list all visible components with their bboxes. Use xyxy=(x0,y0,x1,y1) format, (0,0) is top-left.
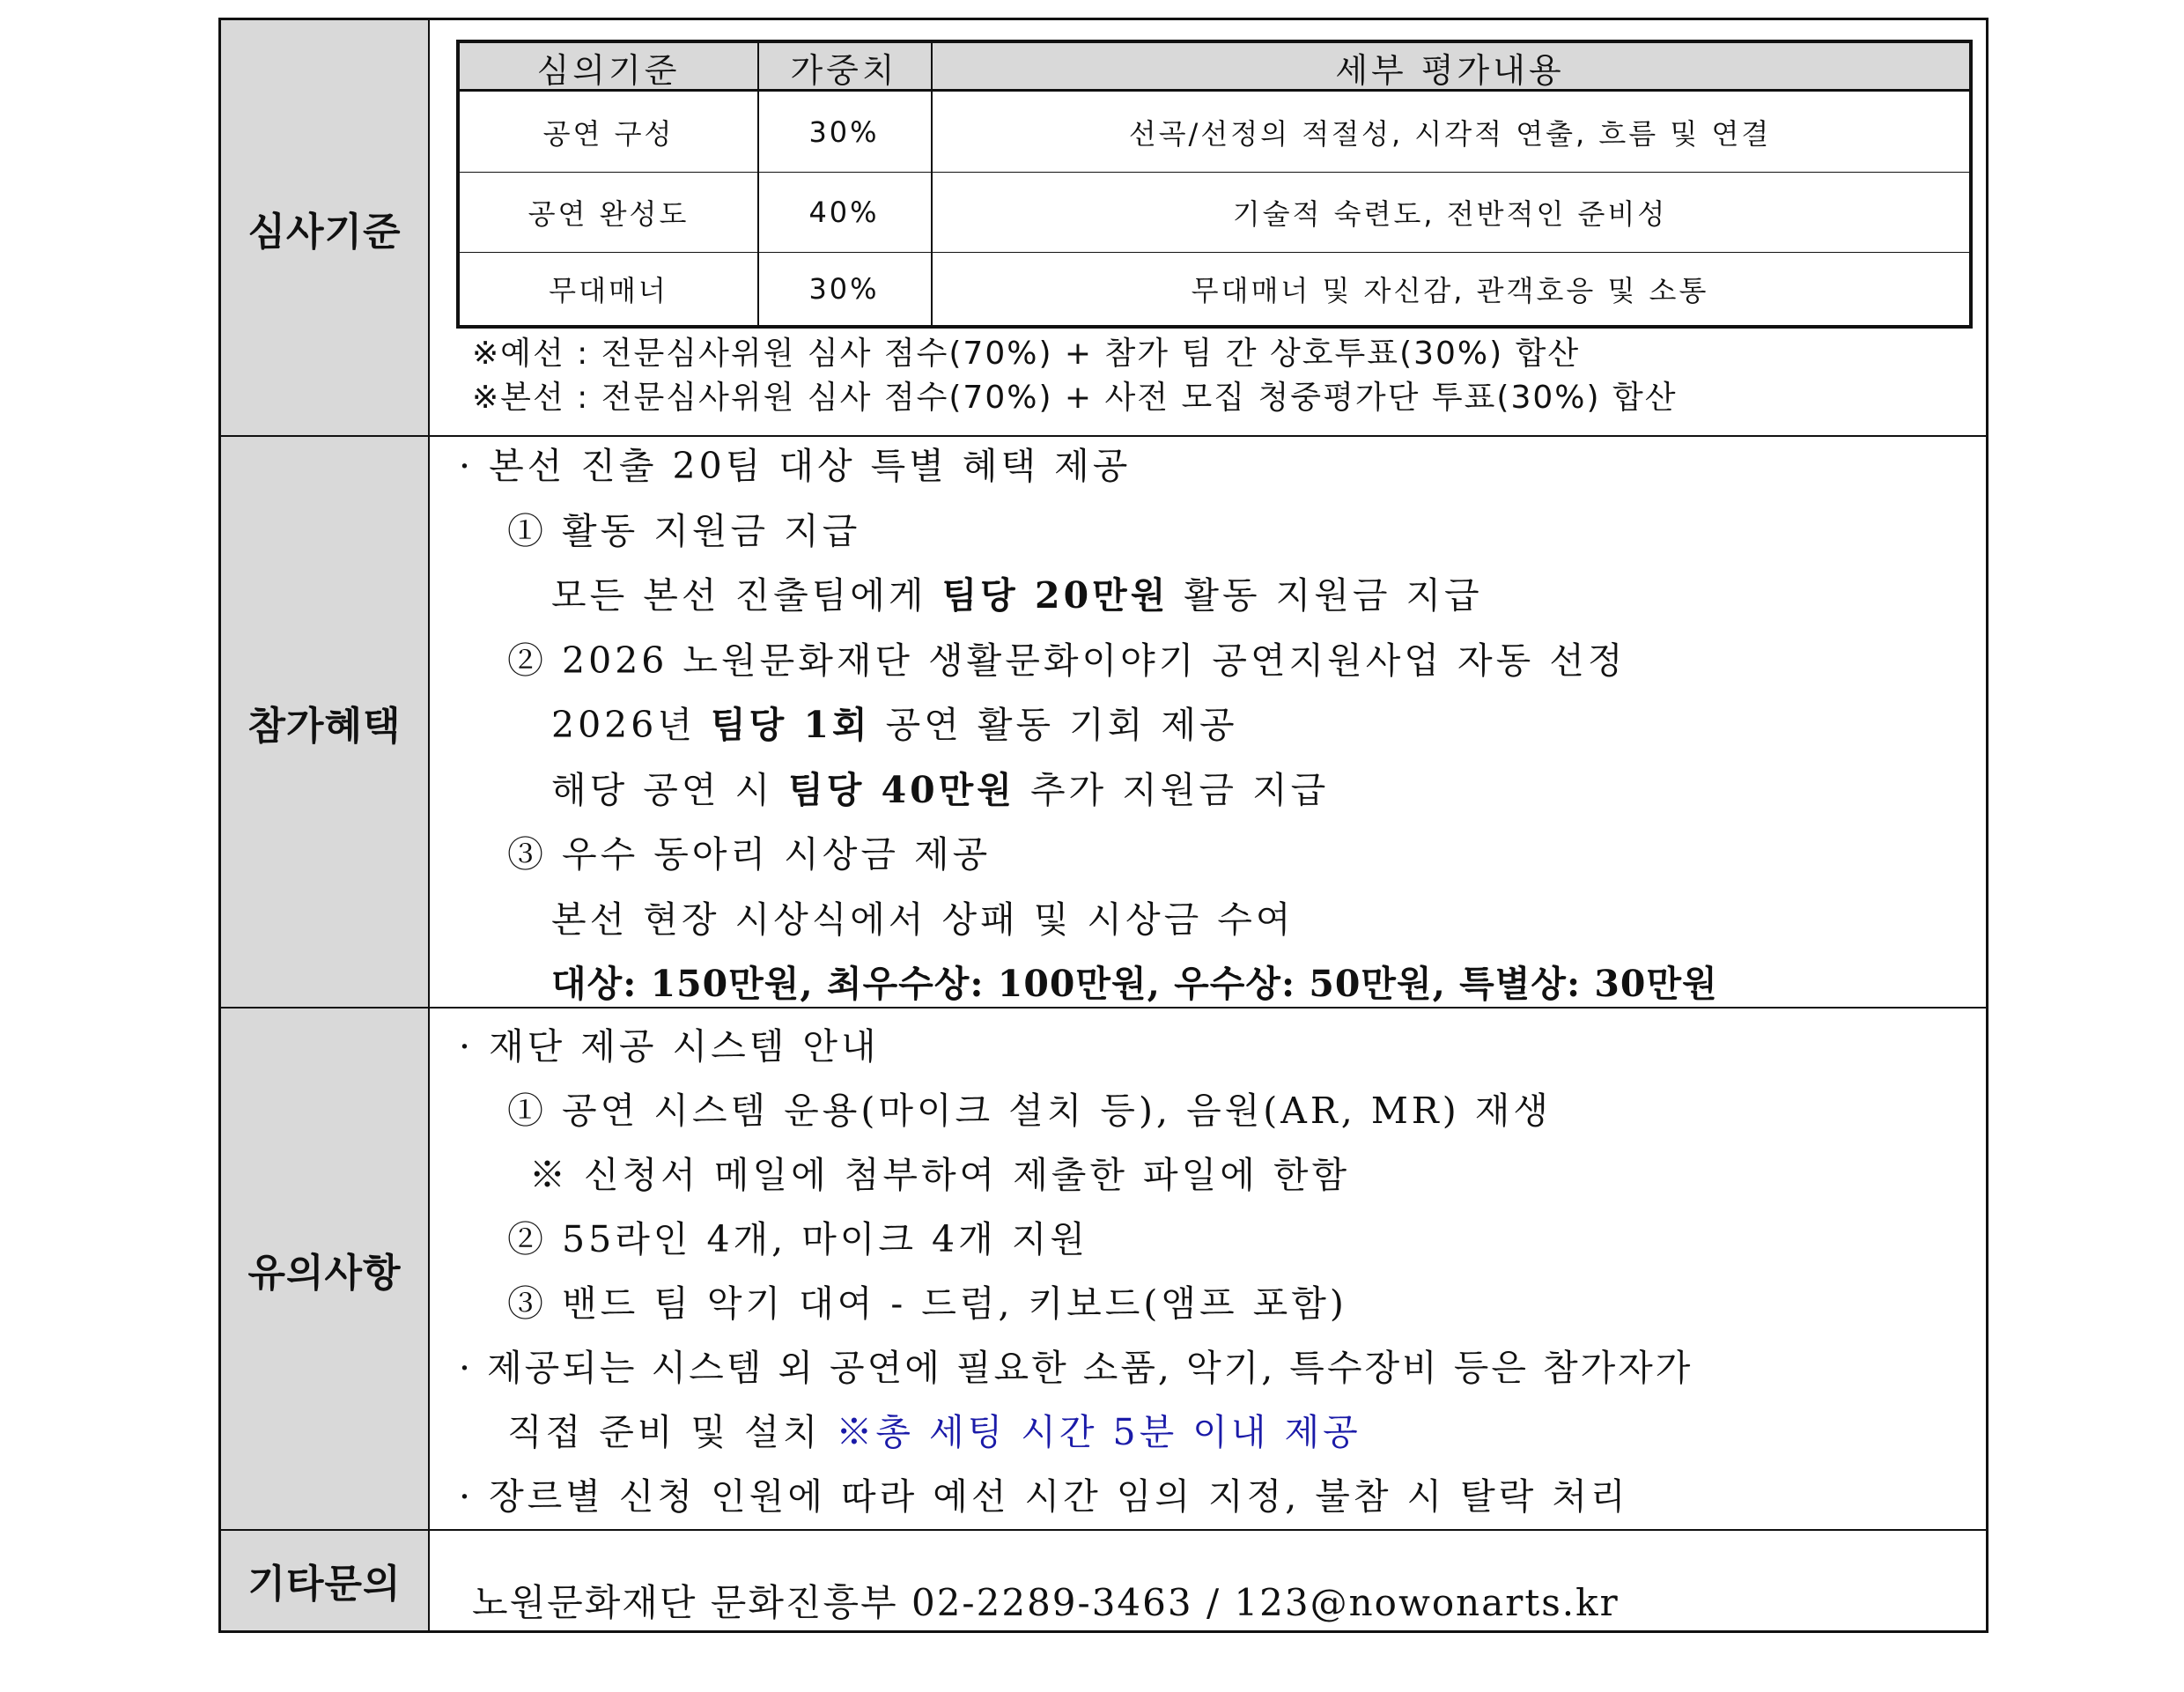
notes-line: ③ 밴드 팀 악기 대여 - 드럼, 키보드(앰프 포함) xyxy=(507,1282,1347,1325)
benefits-line: 2026년 팀당 1회 공연 활동 기회 제공 xyxy=(551,704,1238,746)
notes-line: ① 공연 시스템 운용(마이크 설치 등), 음원(AR, MR) 재생 xyxy=(507,1090,1552,1132)
benefits-line: 해당 공연 시 팀당 40만원 추가 지원금 지급 xyxy=(551,769,1330,811)
benefits-line: ② 2026 노원문화재단 생활문화이야기 공연지원사업 자동 선정 xyxy=(507,639,1627,682)
notes-label: 유의사항 xyxy=(221,1008,430,1530)
weight-cell: 30% xyxy=(808,271,880,306)
criteria-label: 심사기준 xyxy=(221,20,430,436)
benefits-line: 본선 현장 시상식에서 상패 및 시상금 수여 xyxy=(551,898,1295,941)
header-weight: 가중치 xyxy=(790,51,898,90)
notes-line: 직접 준비 및 설치 ※총 세팅 시간 5분 이내 제공 xyxy=(507,1411,1361,1453)
weight-cell: 40% xyxy=(808,195,880,229)
setting-time-note: ※총 세팅 시간 5분 이내 제공 xyxy=(836,1411,1361,1453)
benefits-line: ① 활동 지원금 지급 xyxy=(507,510,861,552)
row-divider xyxy=(221,1007,1986,1009)
criteria-table xyxy=(456,40,1973,329)
prize-line: 대상: 150만원, 최우수상: 100만원, 우수상: 50만원, 특별상: 30만원 xyxy=(551,963,1718,1005)
contact-text: 노원문화재단 문화진흥부 02-2289-3463 / 123@nowonarts.kr xyxy=(472,1581,1620,1624)
notes-line: ※ 신청서 메일에 첨부하여 제출한 파일에 한함 xyxy=(529,1154,1351,1196)
header-criterion: 심의기준 xyxy=(536,51,681,90)
criterion-cell: 공연 구성 xyxy=(542,116,675,151)
benefits-label: 참가혜택 xyxy=(221,436,430,1008)
notes-line: · 재단 제공 시스템 안내 xyxy=(459,1025,880,1068)
detail-cell: 선곡/선정의 적절성, 시각적 연출, 흐름 및 연결 xyxy=(1128,116,1772,151)
notes-line: · 장르별 신청 인원에 따라 예선 시간 임의 지정, 불참 시 탈락 처리 xyxy=(459,1475,1629,1518)
contact-label: 기타문의 xyxy=(221,1530,430,1630)
detail-cell: 기술적 숙련도, 전반적인 준비성 xyxy=(1232,196,1668,231)
notes-line: ② 55라인 4개, 마이크 4개 지원 xyxy=(507,1218,1088,1260)
notes-line: · 제공되는 시스템 외 공연에 필요한 소품, 악기, 특수장비 등은 참가자가 xyxy=(459,1347,1693,1389)
benefits-line: · 본선 진출 20팀 대상 특별 혜택 제공 xyxy=(459,445,1132,487)
detail-cell: 무대매너 및 자신감, 관객호응 및 소통 xyxy=(1191,273,1709,307)
criterion-cell: 공연 완성도 xyxy=(528,196,690,231)
header-detail: 세부 평가내용 xyxy=(1335,51,1565,90)
row-divider xyxy=(221,1529,1986,1531)
criterion-cell: 무대매너 xyxy=(549,273,668,307)
info-table xyxy=(218,18,1988,1633)
final-note: ※본선 : 전문심사위원 심사 점수(70%) + 사전 모집 청중평가단 투표(30%) 합산 xyxy=(472,380,1678,416)
benefits-line: ③ 우수 동아리 시상금 제공 xyxy=(507,833,992,876)
preliminary-note: ※예선 : 전문심사위원 심사 점수(70%) + 참가 팀 간 상호투표(30%) 합산 xyxy=(472,336,1581,372)
weight-cell: 30% xyxy=(808,115,880,149)
benefits-line: 모든 본선 진출팀에게 팀당 20만원 활동 지원금 지급 xyxy=(551,574,1483,617)
